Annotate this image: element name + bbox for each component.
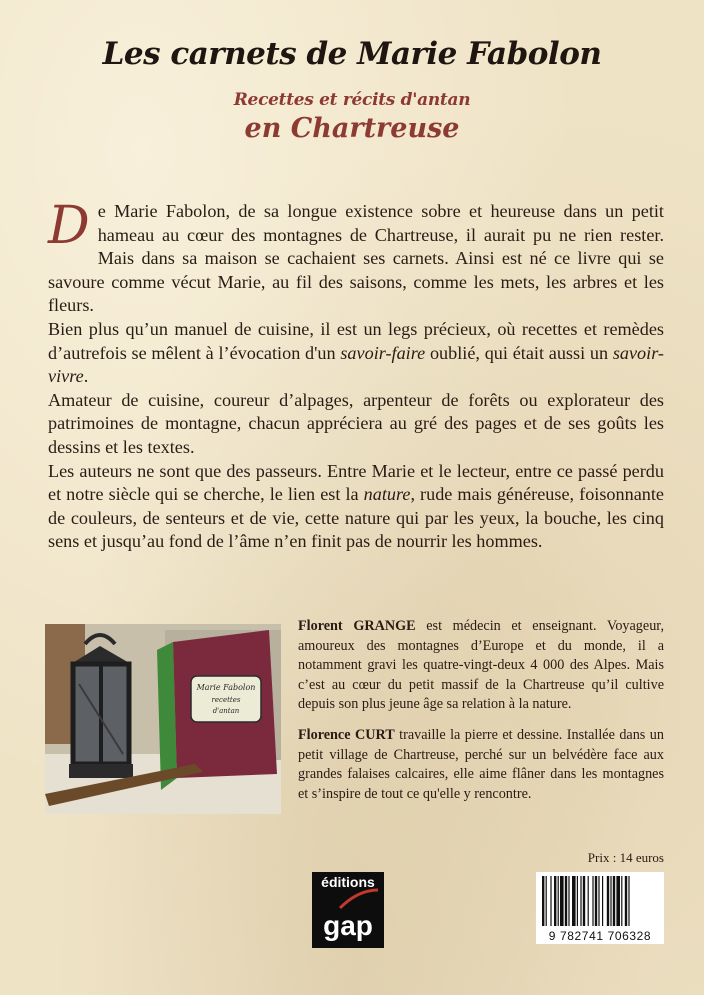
author-bios	[298, 617, 664, 815]
price-label: Prix : 14 euros	[587, 850, 664, 865]
author-2-name: Florence CURT	[298, 726, 395, 743]
blurb	[48, 196, 664, 554]
blurb-p2-c: .	[83, 366, 89, 387]
blurb-p4-emphasis: nature	[363, 484, 411, 505]
notebook-label-line-1: Marie Fabolon	[196, 683, 256, 692]
blurb-p4-b: , rude mais généreuse, foisonnante de couleurs, de senteurs et de vie, cette nature qui par les yeux, la bouche, les cinq sens et jusqu’au fond de l’âme n’en finit pas de nourrir les hommes.	[48, 484, 664, 552]
swoosh-icon	[338, 886, 380, 912]
author-1-text: est médecin et enseignant. Voyageur, amoureux des montagnes d’Europe et du monde, il a notamment gravi les quatre-vingt-deux 4 000 des Alpes. Mais c’est au cœur du petit massif de la Chartreuse qu’il cultive depuis son plus jeune âge sa relation à la nature.	[298, 618, 664, 713]
notebook-label-line-3: d'antan	[212, 707, 240, 715]
blurb-p2-b: oublié, qui était aussi un	[425, 342, 613, 363]
blurb-paragraph-1-text: e Marie Fabolon, de sa longue existence sobre et heureuse dans un petit hameau au cœur des montagnes de Chartreuse, il aurait pu ne rien rester. Mais dans sa maison se cachaient ses carnets. Ainsi est né ce livre qui se savoure comme vécut Marie, au fil des saisons, comme les mets, les arbres et les fleurs.	[48, 201, 664, 316]
drop-cap: D	[48, 196, 90, 256]
blurb-paragraph-4	[48, 460, 664, 554]
blurb-paragraph-1	[48, 196, 664, 318]
cover-photo	[45, 624, 281, 814]
book-title: Les carnets de Marie Fabolon	[102, 36, 602, 72]
notebook-label-line-2: recettes	[211, 696, 241, 704]
barcode-icon	[536, 872, 664, 928]
lantern-notebook-illustration	[45, 624, 281, 814]
author-1-name: Florent GRANGE	[298, 618, 416, 634]
author-bio-2	[298, 726, 664, 804]
publisher-logo-bottom: gap	[323, 910, 373, 941]
blurb-paragraph-2	[48, 318, 664, 389]
publisher-logo	[312, 872, 384, 948]
blurb-p2-a: Bien plus qu’un manuel de cuisine, il est un legs précieux, où recettes et remèdes d’autrefois se mêlent à l’évocation d'un	[48, 318, 664, 363]
blurb-paragraph-3: Amateur de cuisine, coureur d’alpages, arpenteur de forêts ou explorateur des patrimoines de montagne, chacun appréciera au gré des pages et de ses goûts les dessins et les textes.	[48, 389, 664, 457]
blurb-p4-a: Les auteurs ne sont que des passeurs. Entre Marie et le lecteur, entre ce passé perdu et notre siècle qui se cherche, le lien est la	[48, 460, 664, 505]
blurb-p2-emphasis-2: savoir-vivre	[48, 342, 664, 387]
blurb-p2-emphasis-1: savoir-faire	[340, 342, 426, 363]
isbn-number: 9 782741 706328	[548, 929, 652, 943]
book-subtitle: Recettes et récits d'antan	[233, 90, 471, 110]
publisher-logo-top: éditions	[321, 874, 375, 890]
book-region: en Chartreuse	[244, 113, 460, 144]
author-bio-1	[298, 617, 664, 715]
notebook	[157, 630, 277, 790]
author-2-text: travaille la pierre et dessine. Installée dans un petit village de Chartreuse, perché sur un belvédère face aux grandes falaises calcaires, elle aime flâner dans les montagnes et s’inspire de tout ce qu'elle y rencontre.	[298, 726, 664, 802]
